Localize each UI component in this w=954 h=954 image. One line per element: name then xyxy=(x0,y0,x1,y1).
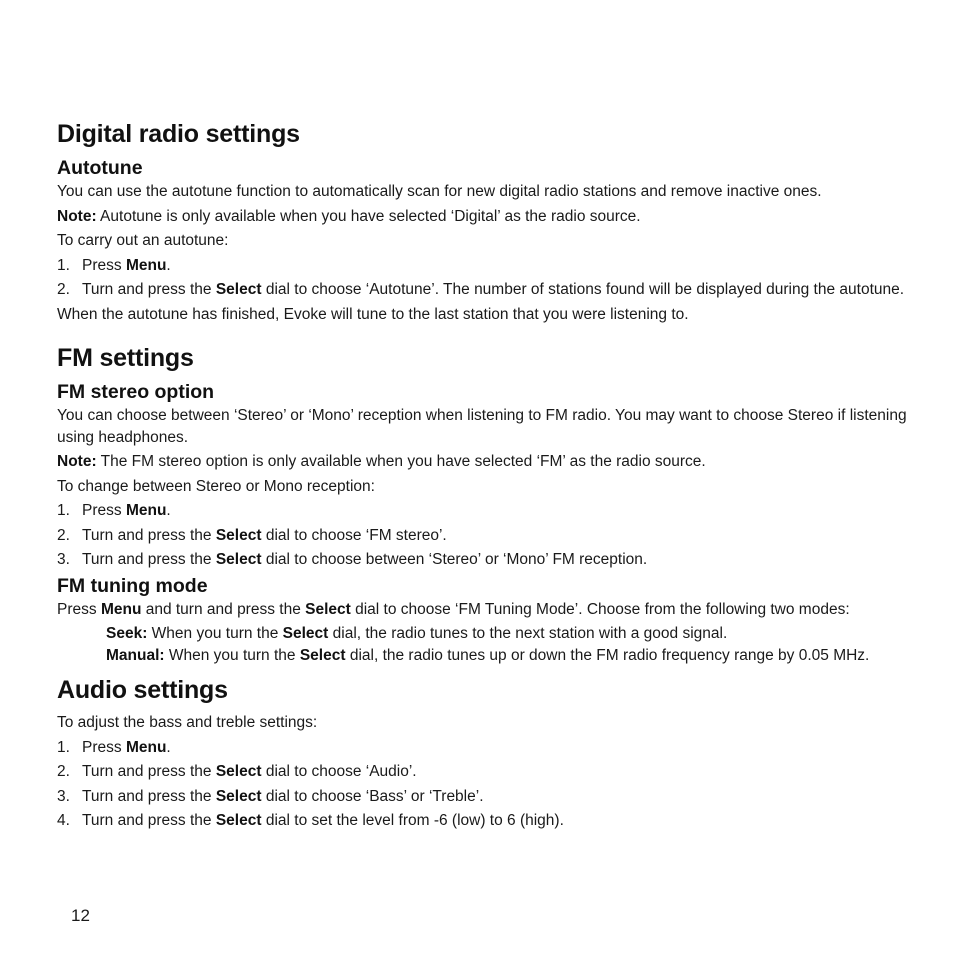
fm-stereo-steps xyxy=(57,500,907,571)
list-item: 1. Press Menu. xyxy=(57,256,171,274)
list-item: 2. Turn and press the Select dial to choose ‘Audio’. xyxy=(57,763,417,780)
audio-steps xyxy=(57,737,907,832)
autotune-heading: Autotune xyxy=(57,157,143,179)
autotune-intro: You can use the autotune function to automatically scan for new digital radio stations and remove inactive ones. xyxy=(57,183,822,200)
manual-mode: Manual: When you turn the Select dial, the radio tunes up or down the FM radio frequency range by 0.05 MHz. xyxy=(106,646,870,664)
seek-mode: Seek: When you turn the Select dial, the radio tunes to the next station with a good signal. xyxy=(106,625,728,642)
list-item: 2. Turn and press the Select dial to choose ‘Autotune’. The number of stations found will be displayed during the autotune. xyxy=(57,281,905,298)
autotune-steps xyxy=(57,255,907,301)
fm-tuning-mode-heading: FM tuning mode xyxy=(57,574,208,597)
autotune-finished: When the autotune has finished, Evoke will tune to the last station that you were listening to. xyxy=(57,305,689,323)
note-label: Note: xyxy=(57,453,97,470)
note-text: The FM stereo option is only available when you have selected ‘FM’ as the radio source. xyxy=(96,453,706,470)
list-item: 1. Press Menu. xyxy=(57,502,171,519)
note-text: Autotune is only available when you have selected ‘Digital’ as the radio source. xyxy=(96,207,641,225)
audio-settings-heading: Audio settings xyxy=(57,676,228,704)
fm-stereo-change: To change between Stereo or Mono reception: xyxy=(57,477,375,495)
fm-stereo-heading: FM stereo option xyxy=(57,381,215,403)
manual-page xyxy=(57,118,907,835)
page-number: 12 xyxy=(71,906,90,925)
list-item: 4. Turn and press the Select dial to set the level from -6 (low) to 6 (high). xyxy=(57,812,564,829)
list-item: 1. Press Menu. xyxy=(57,738,171,756)
list-item: 3. Turn and press the Select dial to choose between ‘Stereo’ or ‘Mono’ FM reception. xyxy=(57,551,648,568)
audio-intro: To adjust the bass and treble settings: xyxy=(57,714,318,731)
autotune-note xyxy=(57,206,907,228)
note-label: Note: xyxy=(57,207,97,225)
fm-stereo-note xyxy=(57,451,907,473)
autotune-carry-out: To carry out an autotune: xyxy=(57,232,229,249)
fm-stereo-intro: You can choose between ‘Stereo’ or ‘Mono’ reception when listening to FM radio. You may want to choose Stereo if listening using headphones. xyxy=(57,407,907,446)
fm-tuning-intro: Press Menu and turn and press the Select dial to choose ‘FM Tuning Mode’. Choose from the following two modes: xyxy=(57,600,850,618)
fm-settings-heading: FM settings xyxy=(57,344,194,372)
list-item: 2. Turn and press the Select dial to choose ‘FM stereo’. xyxy=(57,526,447,544)
list-item: 3. Turn and press the Select dial to choose ‘Bass’ or ‘Treble’. xyxy=(57,787,484,805)
digital-radio-settings-heading: Digital radio settings xyxy=(57,120,300,148)
